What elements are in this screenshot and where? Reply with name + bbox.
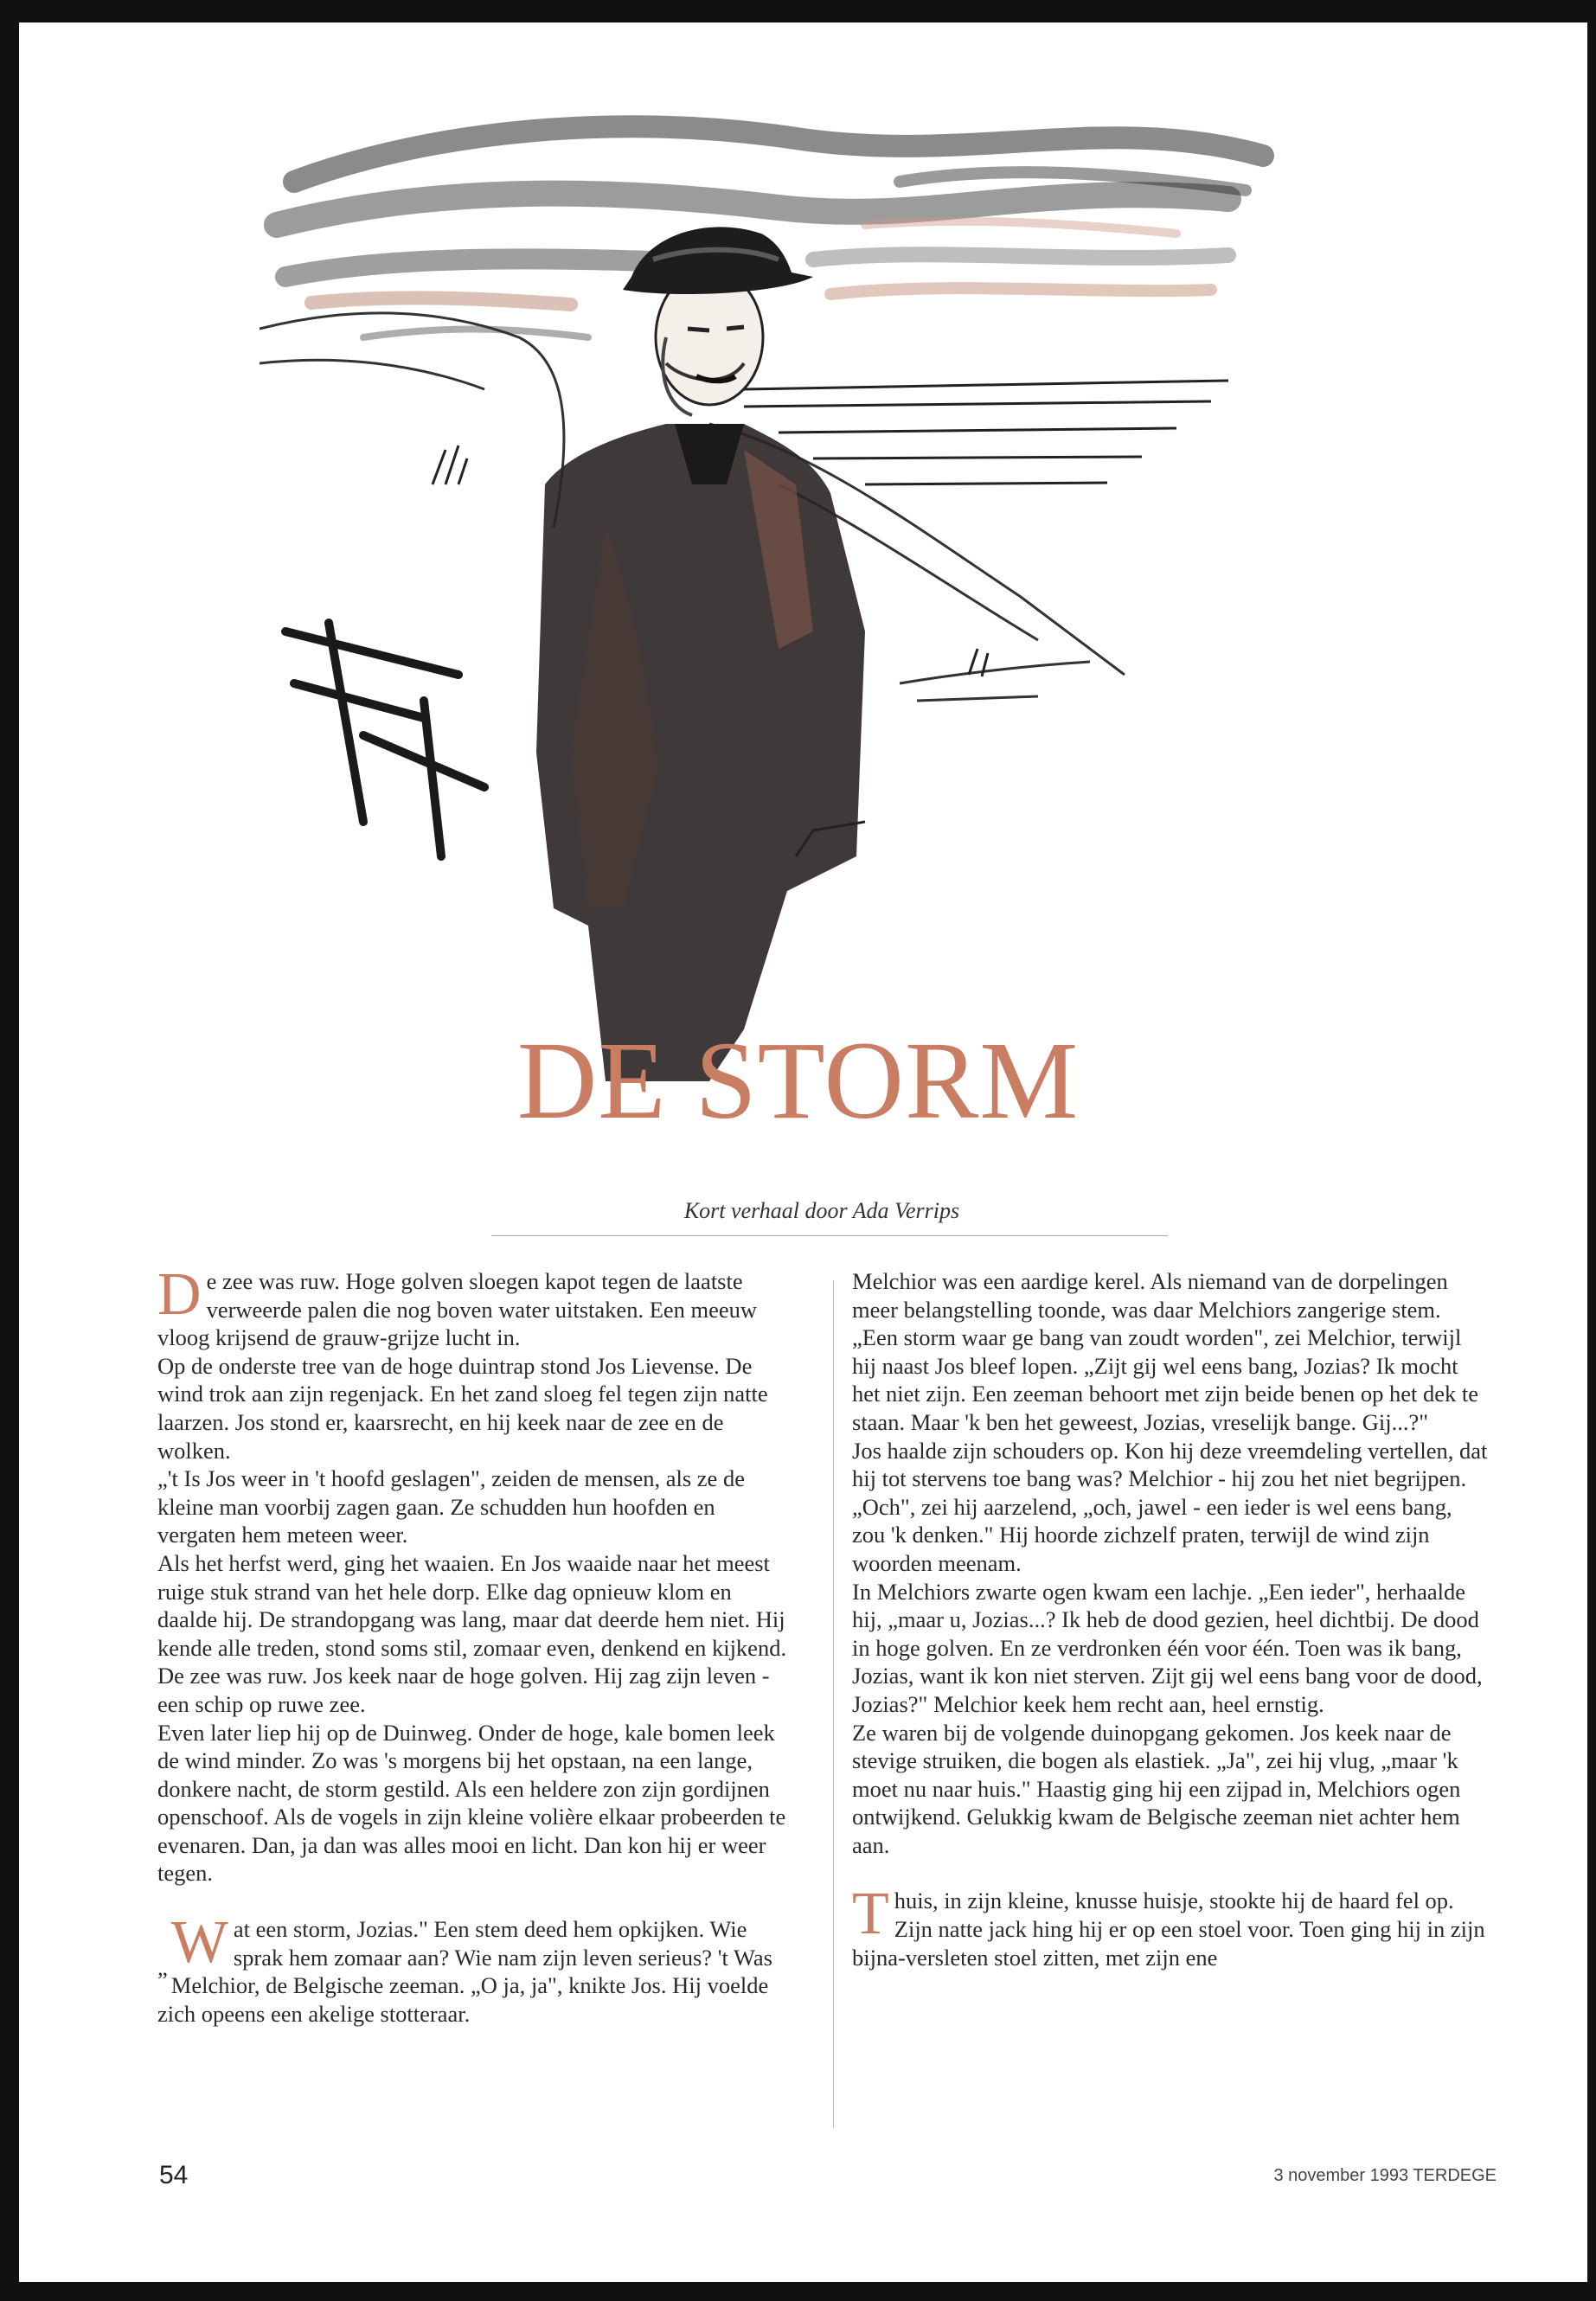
scan-border-left — [0, 0, 19, 2301]
paragraph-7-text: at een storm, Jozias." Een stem deed hem opkijken. Wie sprak hem zomaar aan? Wie nam zijn leven serieus? 't Was Melchior, de Belgische zeeman. „O ja, ja", knikte Jos. Hij voelde zich opeens een akelige stotteraar. — [157, 1916, 772, 2027]
storm-sky — [277, 126, 1263, 337]
text-column-left — [157, 1261, 793, 2028]
dropcap-w: W — [170, 1909, 228, 1977]
article-byline: Kort verhaal door Ada Verrips — [683, 1198, 960, 1223]
issue-footer: 3 november 1993 TERDEGE — [1273, 2166, 1497, 2185]
paragraph-3: „'t Is Jos weer in 't hoofd geslagen", zeiden de mensen, als ze de kleine man voorbij zagen gaan. Ze schudden hun hoofden en vergaten hem meteen weer. — [157, 1465, 745, 1548]
paragraph-2: Op de onderste tree van de hoge duintrap stond Jos Lievense. De wind trok aan zijn regenjack. En het zand sloeg fel tegen zijn natte laarzen. Jos stond er, kaarsrecht, en hij keek naar de zee en de wolken. — [157, 1352, 768, 1464]
scan-border-top — [0, 0, 1596, 22]
paragraph-1 — [157, 1261, 793, 1352]
text-column-right — [852, 1267, 1488, 1971]
paragraph-7 — [157, 1909, 793, 2028]
scan-border-bottom — [0, 2282, 1596, 2301]
section-gap — [852, 1859, 1488, 1887]
column-divider — [833, 1280, 834, 2128]
paragraph-11: In Melchiors zwarte ogen kwam een lachje. „Een ieder", herhaalde hij, „maar u, Jozias...? Ik heb de dood gezien, heel dichtbij. De dood in hoge golven. En ze verdronken één voor één. Toen was ik bang, Jozias, want ik kon niet sterven. Zijt gij wel eens bang voor de dood, Jozias?" Melchior keek hem recht aan, heel ernstig. — [852, 1578, 1483, 1717]
paragraph-4: Als het herfst werd, ging het waaien. En Jos waaide naar het meest ruige stuk strand van het hele dorp. Elke dag opnieuw klom en daalde hij. De strandopgang was lang, maar dat deerde hem niet. Hij kende alle treden, stond soms stil, zomaar even, denkend en kijkend. — [157, 1549, 787, 1661]
paragraph-13 — [852, 1881, 1488, 1971]
paragraph-5: De zee was ruw. Jos keek naar de hoge golven. Hij zag zijn leven - een schip op ruwe zee. — [157, 1663, 770, 1717]
opening-quote: „ — [157, 1954, 168, 1981]
scan-border-right — [1587, 0, 1596, 2301]
fence — [285, 623, 484, 856]
page-number: 54 — [159, 2161, 189, 2189]
byline-divider — [491, 1235, 1168, 1236]
paragraph-10: Jos haalde zijn schouders op. Kon hij deze vreemdeling vertellen, dat hij tot stervens toe bang was? Melchior - hij zou het niet begrijpen. „Och", zei hij aarzelend, „och, jawel - een ieder is wel eens bang, zou 'k denken." Hij hoorde zichzelf praten, terwijl de wind zijn woorden meenam. — [852, 1437, 1488, 1576]
paragraph-8: Melchior was een aardige kerel. Als niemand van de dorpelingen meer belangstelling toonde, was daar Melchiors zangerige stem. — [852, 1268, 1448, 1323]
paragraph-12: Ze waren bij de volgende duinopgang gekomen. Jos keek naar de stevige struiken, die bogen als elastiek. „Ja", zei hij vlug, „maar 'k moet nu naar huis." Haastig ging hij een zijpad in, Melchiors ogen ontwijkend. Gelukkig kwam de Belgische zeeman niet achter hem aan. — [852, 1719, 1461, 1858]
man-figure — [536, 227, 865, 1081]
paragraph-13-text: huis, in zijn kleine, knusse huisje, stookte hij de haard fel op. Zijn natte jack hing hij er op een stoel voor. Toen ging hij in zijn bijna-versleten stoel zitten, met zijn ene — [852, 1888, 1485, 1971]
article-title: DE STORM — [516, 1019, 1080, 1142]
storm-illustration — [260, 78, 1298, 1081]
sea-lines — [744, 381, 1228, 484]
paragraph-6: Even later liep hij op de Duinweg. Onder de hoge, kale bomen leek de wind minder. Zo was 's morgens bij het opstaan, na een lange, donkere nacht, de storm gestild. Als een heldere zon zijn gordijnen openschoof. Als de vogels in zijn kleine volière elkaar probeerden te evenaren. Dan, ja dan was alles mooi en licht. Dan kon hij er weer tegen. — [157, 1719, 786, 1887]
dropcap-t: T — [852, 1881, 889, 1948]
dropcap-d: D — [157, 1261, 202, 1328]
section-gap — [157, 1888, 793, 1915]
paragraph-1-text: e zee was ruw. Hoge golven sloegen kapot tegen de laatste verweerde palen die nog boven water uitstaken. Een meeuw vloog krijsend de grauw-grijze lucht in. — [157, 1268, 758, 1351]
paragraph-9: „Een storm waar ge bang van zoudt worden", zei Melchior, terwijl hij naast Jos bleef lopen. „Zijt gij wel eens bang, Jozias? Ik mocht het niet zijn. Een zeeman behoort met zijn beide benen op het dek te staan. Maar 'k ben het geweest, Jozias, vreselijk bange. Gij...?" — [852, 1324, 1479, 1435]
